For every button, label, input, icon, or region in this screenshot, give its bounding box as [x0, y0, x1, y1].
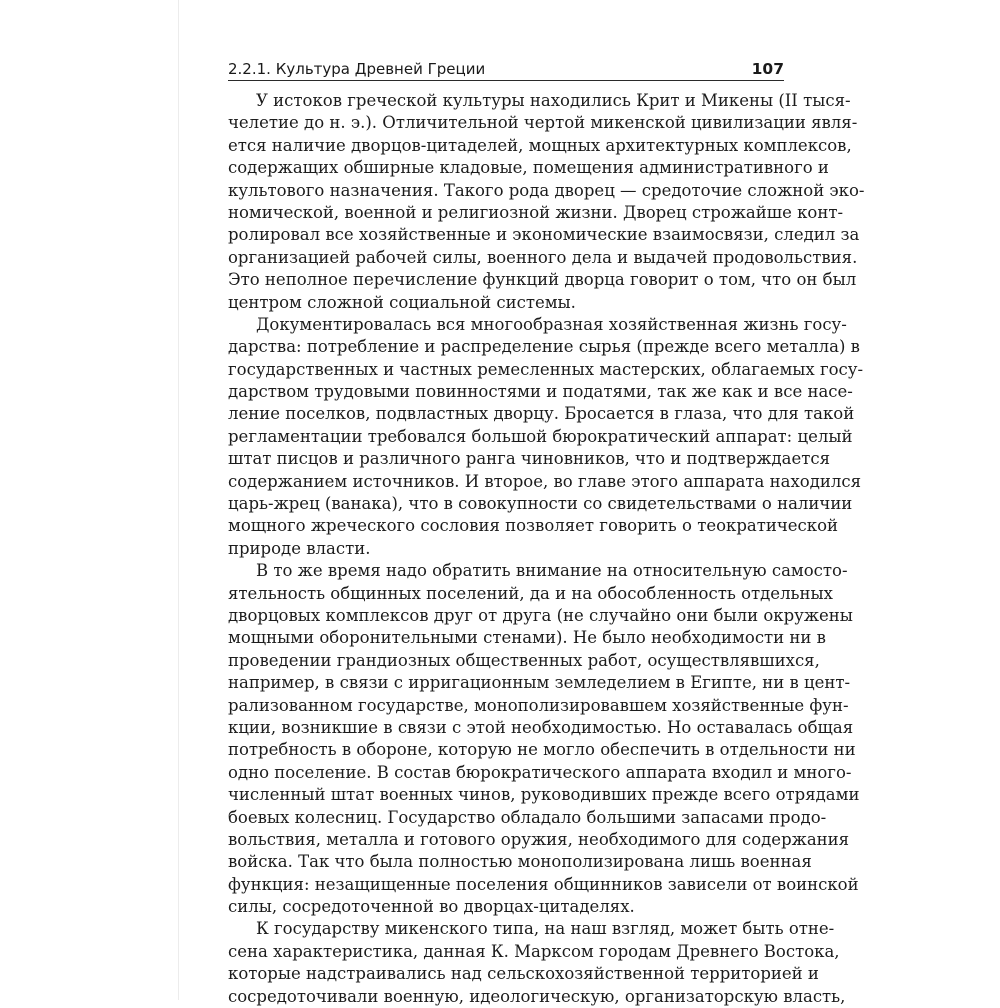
- text-line: сена характеристика, данная К. Марксом городам Древнего Востока,: [228, 941, 840, 961]
- paragraph: [228, 314, 864, 560]
- header-rule: [228, 80, 784, 81]
- text-line: функция: незащищенные поселения общинников зависели от воинской: [228, 874, 859, 894]
- text-line: Это неполное перечисление функций дворца говорит о том, что он был: [228, 270, 857, 290]
- text-line: сосредоточивали военную, идеологическую, организаторскую власть,: [228, 986, 846, 1006]
- text-line: центром сложной социальной системы.: [228, 292, 576, 312]
- text-line: организацией рабочей силы, военного дела и выдачей продовольствия.: [228, 247, 858, 267]
- text-line: одно поселение. В состав бюрократического аппарата входил и много-: [228, 762, 852, 782]
- paragraph: [228, 918, 846, 1008]
- text-line: дворцовых комплексов друг от друга (не случайно они были окружены: [228, 605, 853, 625]
- text-line: мощного жреческого сословия позволяет говорить о теократической: [228, 516, 839, 536]
- text-line: содержащих обширные кладовые, помещения административного и: [228, 158, 829, 178]
- text-line: В то же время надо обратить внимание на относительную самосто-: [256, 561, 848, 581]
- text-line: численный штат военных чинов, руководивших прежде всего отрядами: [228, 785, 860, 805]
- text-line: К государству микенского типа, на наш взгляд, может быть отне-: [256, 919, 835, 939]
- text-line: царь-жрец (ванака), что в совокупности со свидетельствами о наличии: [228, 494, 853, 514]
- page-number: 107: [751, 60, 784, 78]
- text-line: рализованном государстве, монополизировавшем хозяйственные фун-: [228, 695, 849, 715]
- text-line: ется наличие дворцов-цитаделей, мощных архитектурных комплексов,: [228, 135, 852, 155]
- text-line: штат писцов и различного ранга чиновников, что и подтверждается: [228, 449, 831, 469]
- text-line: проведении грандиозных общественных работ, осуществлявшихся,: [228, 650, 820, 670]
- text-line: государственных и частных ремесленных мастерских, облагаемых госу-: [228, 359, 864, 379]
- text-line: природе власти.: [228, 538, 371, 558]
- section-title: 2.2.1. Культура Древней Греции: [228, 60, 486, 78]
- paragraph: [228, 560, 860, 918]
- text-line: ятельность общинных поселений, да и на обособленность отдельных: [228, 583, 833, 603]
- text-line: содержанием источников. И второе, во главе этого аппарата находился: [228, 471, 861, 491]
- text-line: ролировал все хозяйственные и экономические взаимосвязи, следил за: [228, 225, 860, 245]
- text-line: дарства: потребление и распределение сырья (прежде всего металла) в: [228, 337, 860, 357]
- text-line: вольствия, металла и готового оружия, необходимого для содержания: [228, 829, 850, 849]
- text-line: У истоков греческой культуры находились Крит и Микены (II тыся-: [256, 91, 851, 110]
- text-line: Документировалась вся многообразная хозяйственная жизнь госу-: [256, 314, 847, 334]
- text-line: которые надстраивались над сельскохозяйственной территорией и: [228, 964, 819, 984]
- text-line: номической, военной и религиозной жизни. Дворец строжайше конт-: [228, 202, 844, 222]
- text-line: кции, возникшие в связи с этой необходимостью. Но оставалась общая: [228, 717, 854, 737]
- page-edge: [178, 0, 179, 1000]
- paragraph: [228, 90, 865, 314]
- text-line: боевых колесниц. Государство обладало большими запасами продо-: [228, 807, 827, 827]
- text-line: мощными оборонительными стенами). Не было необходимости ни в: [228, 628, 826, 648]
- running-header: [228, 52, 784, 78]
- text-line: потребность в обороне, которую не могло обеспечить в отдельности ни: [228, 740, 856, 760]
- text-line: челетие до н. э.). Отличительной чертой микенской цивилизации явля-: [228, 113, 858, 133]
- text-line: культового назначения. Такого рода дворец — средоточие сложной эко-: [228, 180, 865, 200]
- text-line: войска. Так что была полностью монополизирована лишь военная: [228, 852, 812, 872]
- body-text: [228, 90, 865, 1008]
- text-line: например, в связи с ирригационным земледелием в Египте, ни в цент-: [228, 673, 851, 693]
- text-line: ление поселков, подвластных дворцу. Бросается в глаза, что для такой: [228, 404, 855, 424]
- text-line: регламентации требовался большой бюрократический аппарат: целый: [228, 426, 853, 446]
- text-line: дарством трудовыми повинностями и податями, так же как и все насе-: [228, 382, 853, 402]
- text-line: силы, сосредоточенной во дворцах-цитаделях.: [228, 897, 635, 917]
